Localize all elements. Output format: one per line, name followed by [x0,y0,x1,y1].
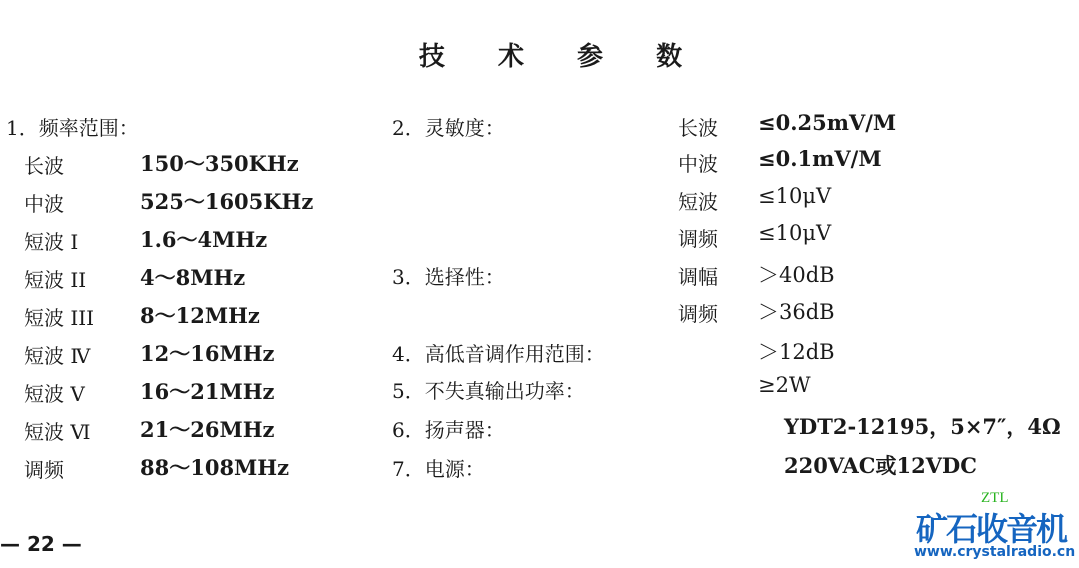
sensitivity-value-1: ≤0.1mV/M [758,146,882,171]
selectivity-value-0: ＞40dB [758,263,835,287]
power-supply-value: 220VAC或12VDC [784,453,977,478]
band-value-8: 88～108MHz [140,455,290,480]
band-label-2: 短波 I [24,230,79,254]
band-value-6: 16～21MHz [140,379,275,404]
page-number: — 22 — [0,532,82,556]
output-power-value: ≥2W [758,373,811,397]
watermark-logo: 矿石收音机 [916,510,1067,548]
band-label-5: 短波 Ⅳ [24,344,91,368]
section-6-heading: 6．扬声器： [392,418,505,442]
watermark-url: www.crystalradio.cn [914,544,1076,560]
selectivity-value-1: ＞36dB [758,300,835,324]
band-value-4: 8～12MHz [140,303,260,328]
section-3-heading: 3．选择性： [392,265,505,289]
tone-range-value: ＞12dB [758,340,835,364]
selectivity-label-0: 调幅 [678,265,718,289]
band-label-7: 短波 Ⅵ [24,420,91,444]
sensitivity-label-1: 中波 [678,152,718,176]
band-value-0: 150～350KHz [140,151,299,176]
sensitivity-value-2: ≤10μV [758,184,832,208]
selectivity-label-1: 调频 [678,302,718,326]
band-value-1: 525～1605KHz [140,189,314,214]
band-value-7: 21～26MHz [140,417,275,442]
section-1-heading: 1．频率范围： [6,116,139,140]
band-value-3: 4～8MHz [140,265,246,290]
section-2-heading: 2．灵敏度： [392,116,505,140]
sensitivity-value-3: ≤10μV [758,221,832,245]
band-label-0: 长波 [24,154,64,178]
band-label-6: 短波 V [24,382,85,406]
band-value-2: 1.6～4MHz [140,227,268,252]
band-label-8: 调频 [24,458,64,482]
sensitivity-label-2: 短波 [678,190,718,214]
band-label-1: 中波 [24,192,64,216]
sensitivity-value-0: ≤0.25mV/M [758,110,897,135]
section-5-heading: 5．不失真输出功率： [392,379,585,403]
band-value-5: 12～16MHz [140,341,275,366]
section-4-heading: 4．高低音调作用范围： [392,342,605,366]
watermark-ztl: ZTL [981,490,1009,506]
band-label-3: 短波 II [24,268,87,292]
sensitivity-label-3: 调频 [678,227,718,251]
sensitivity-label-0: 长波 [678,116,718,140]
section-7-heading: 7．电源： [392,457,485,481]
band-label-4: 短波 III [24,306,95,330]
speaker-value: YDT2-12195，5×7″，4Ω [784,414,1061,439]
page-title: 技 术 参 数 [418,42,705,72]
